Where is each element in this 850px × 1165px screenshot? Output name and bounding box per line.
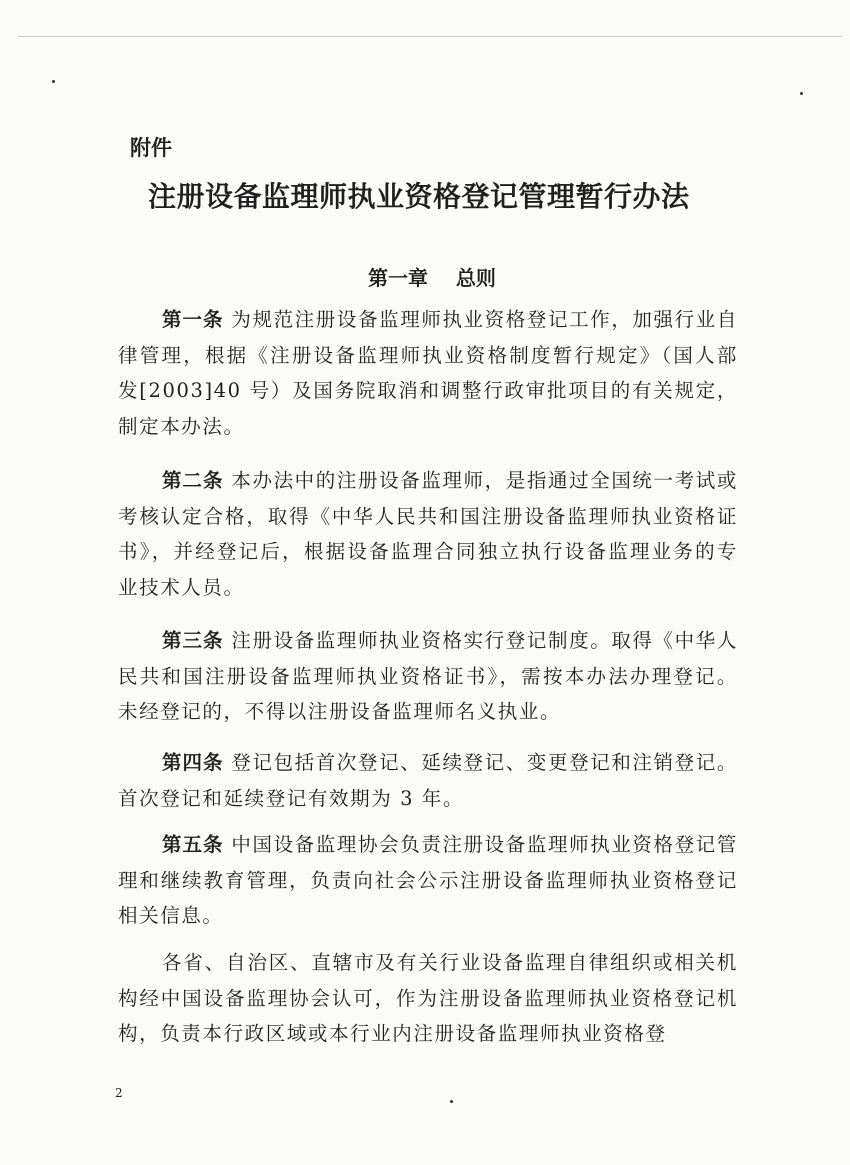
article-label: 第五条	[162, 833, 224, 856]
article-label: 第三条	[162, 629, 224, 652]
page-number: 2	[115, 1086, 123, 1100]
document-title: 注册设备监理师执业资格登记管理暂行办法	[148, 180, 690, 213]
article-3	[118, 623, 738, 730]
paragraph-registration-bodies	[118, 945, 738, 1052]
chapter-heading: 第一章 总则	[368, 266, 496, 290]
paragraph-text: 各省、自治区、直辖市及有关行业设备监理自律组织或相关机构经中国设备监理协会认可，作为注册设备监理师执业资格登记机构，负责本行政区域或本行业内注册设备监理师执业资格登	[118, 951, 738, 1045]
article-label: 第四条	[162, 751, 224, 774]
scan-speck	[450, 1100, 453, 1103]
article-text: 注册设备监理师执业资格实行登记制度。取得《中华人民共和国注册设备监理师执业资格证书》，需按本办法办理登记。未经登记的，不得以注册设备监理师名义执业。	[118, 629, 738, 723]
scan-edge-line	[18, 36, 842, 37]
attachment-label: 附件	[130, 136, 172, 160]
article-label: 第一条	[162, 308, 224, 331]
article-1	[118, 302, 738, 444]
article-4	[118, 745, 738, 816]
scan-speck	[800, 92, 803, 95]
article-text: 为规范注册设备监理师执业资格登记工作，加强行业自律管理，根据《注册设备监理师执业资格制度暂行规定》（国人部发[2003]40 号）及国务院取消和调整行政审批项目的有关规定，制定本办法。	[118, 308, 738, 438]
article-text: 本办法中的注册设备监理师，是指通过全国统一考试或考核认定合格，取得《中华人民共和国注册设备监理师执业资格证书》，并经登记后，根据设备监理合同独立执行设备监理业务的专业技术人员。	[118, 469, 738, 599]
article-2	[118, 463, 738, 605]
article-text: 中国设备监理协会负责注册设备监理师执业资格登记管理和继续教育管理，负责向社会公示注册设备监理师执业资格登记相关信息。	[118, 833, 738, 927]
scan-speck	[52, 80, 55, 83]
article-text: 登记包括首次登记、延续登记、变更登记和注销登记。首次登记和延续登记有效期为 3 年。	[118, 751, 738, 810]
article-label: 第二条	[162, 469, 224, 492]
article-5	[118, 827, 738, 934]
